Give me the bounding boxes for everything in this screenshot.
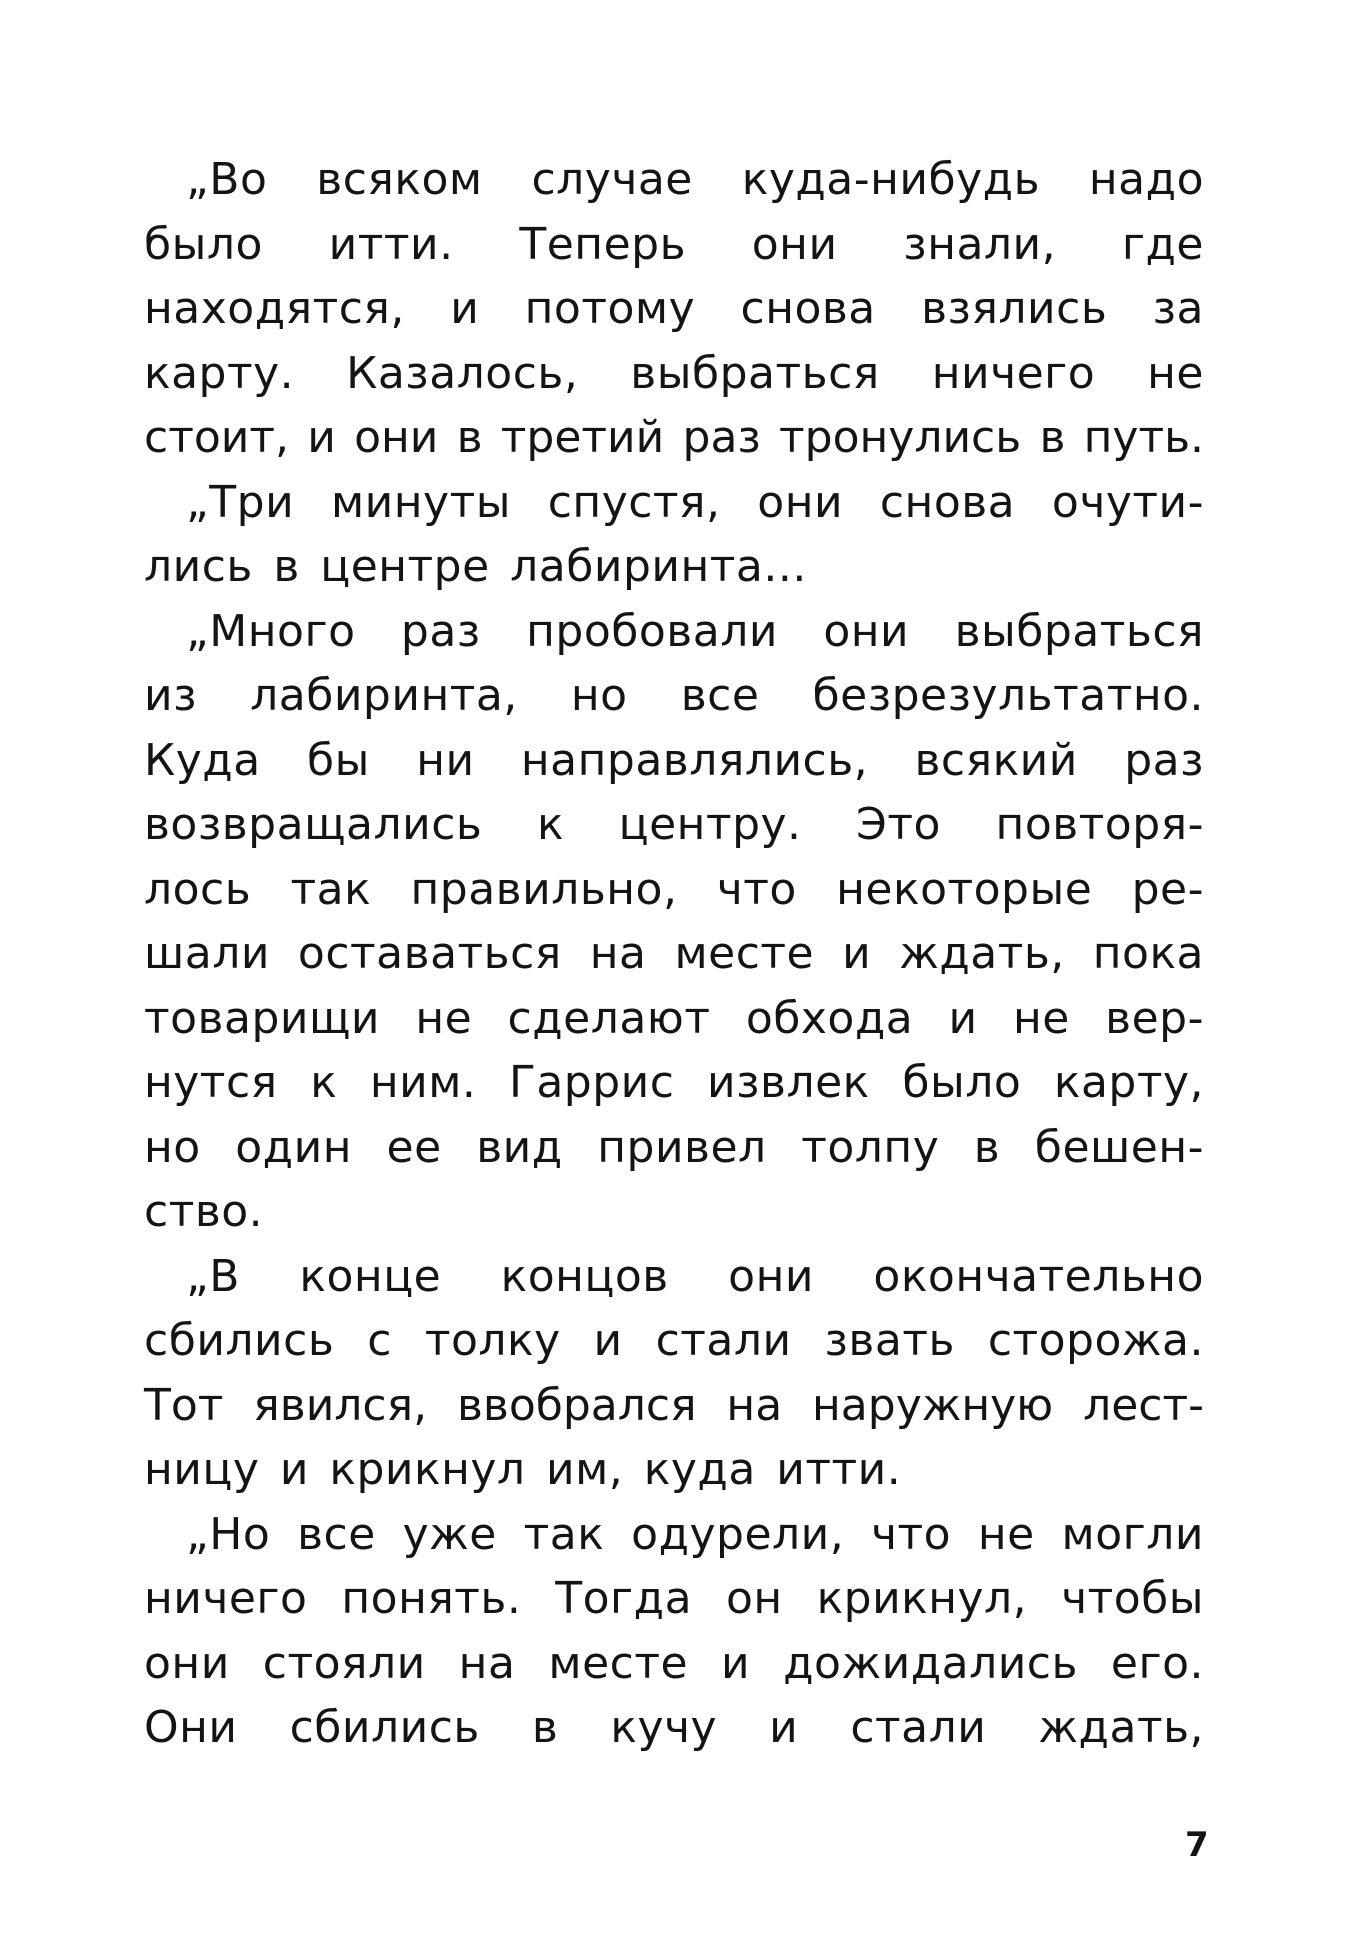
text-line: „Но все уже так одурели, что не могли	[186, 1508, 1204, 1560]
text-line: лось так правильно, что некоторые ре-	[144, 863, 1204, 915]
text-line: „Во всяком случае куда-нибудь надо	[186, 154, 1204, 205]
text-line: ницу и крикнул им, куда итти.	[144, 1444, 902, 1495]
text-line: лись в центре лабиринта...	[144, 541, 807, 592]
text-line: Тот явился, ввобрался на наружную лест-	[144, 1379, 1204, 1431]
paragraph-5	[144, 1503, 1204, 1761]
text-line: „В конце концов они окончательно	[186, 1250, 1204, 1302]
text-line: Они сбились в кучу и стали ждать,	[144, 1702, 1204, 1753]
body-text	[144, 148, 1204, 1761]
text-line: карту. Казалось, выбраться ничего не	[144, 347, 1204, 399]
text-line: стоит, и они в третий раз тронулись в путь.	[144, 412, 1204, 463]
text-line: нутся к ним. Гаррис извлек было карту,	[144, 1057, 1204, 1108]
text-line: находятся, и потому снова взялись за	[144, 283, 1204, 334]
text-line: но один ее вид привел толпу в бешен-	[144, 1121, 1204, 1173]
text-line: ство.	[144, 1186, 264, 1237]
text-line: шали оставаться на месте и ждать, пока	[144, 928, 1204, 979]
text-line: было итти. Теперь они знали, где	[144, 218, 1204, 270]
paragraph-2	[144, 471, 1204, 600]
paragraph-1	[144, 148, 1204, 471]
text-line: они стояли на месте и дожидались его.	[144, 1637, 1204, 1689]
text-line: товарищи не сделают обхода и не вер-	[144, 992, 1204, 1044]
paragraph-3	[144, 600, 1204, 1245]
text-line: „Три минуты спустя, они снова очути-	[186, 476, 1204, 528]
text-line: Куда бы ни направлялись, всякий раз	[144, 734, 1204, 786]
text-line: „Много раз пробовали они выбраться	[186, 605, 1204, 657]
text-line: возвращались к центру. Это повторя-	[144, 799, 1204, 850]
page-number: 7	[1185, 1825, 1209, 1865]
text-line: ничего понять. Тогда он крикнул, чтобы	[144, 1573, 1204, 1624]
paragraph-4	[144, 1245, 1204, 1503]
text-line: сбились с толку и стали звать сторожа.	[144, 1315, 1204, 1366]
text-line: из лабиринта, но все безрезультатно.	[144, 670, 1204, 721]
